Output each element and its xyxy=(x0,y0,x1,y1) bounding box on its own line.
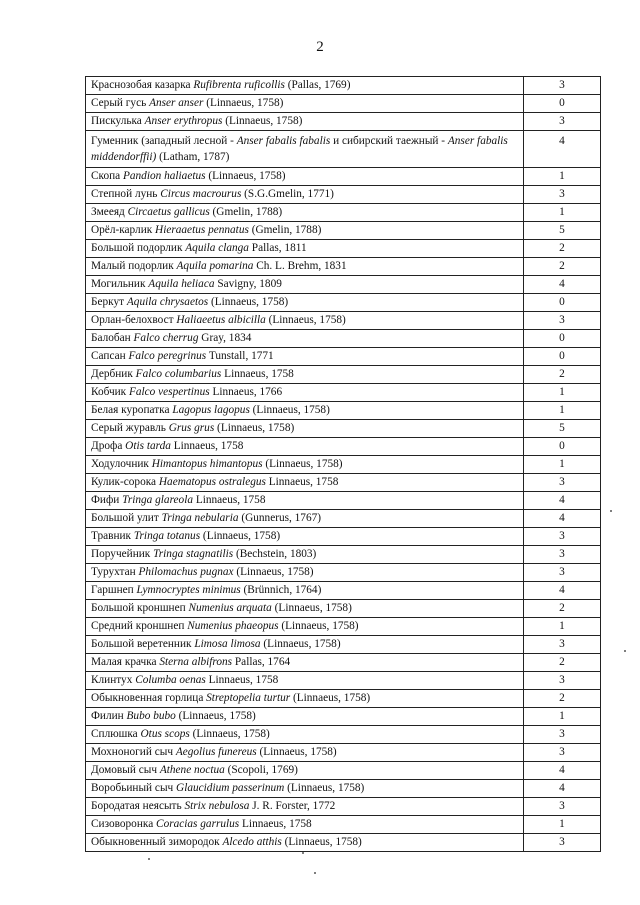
latin-name: Falco cherrug xyxy=(133,332,199,344)
count-cell: 4 xyxy=(524,582,601,600)
page-number: 2 xyxy=(316,39,324,55)
russian-name: Змееяд xyxy=(91,206,128,218)
count-cell: 1 xyxy=(524,168,601,186)
latin-name: Haliaeetus albicilla xyxy=(176,314,266,326)
species-name-cell xyxy=(86,384,524,402)
author-citation: (Linnaeus, 1758) xyxy=(249,404,330,416)
russian-name: Турухтан xyxy=(91,566,139,578)
count-cell: 3 xyxy=(524,312,601,330)
russian-name: Орёл-карлик xyxy=(91,224,156,236)
latin-name: Aquila clanga xyxy=(185,242,249,254)
table-row xyxy=(86,294,601,312)
author-citation: (Latham, 1787) xyxy=(156,151,230,163)
table-row xyxy=(86,113,601,131)
author-citation: (Linnaeus, 1758) xyxy=(205,170,286,182)
species-name-cell xyxy=(86,240,524,258)
count-cell: 4 xyxy=(524,276,601,294)
count-cell: 3 xyxy=(524,672,601,690)
count-cell: 4 xyxy=(524,510,601,528)
latin-name: Philomachus pugnax xyxy=(138,566,234,578)
author-citation: (Gmelin, 1788) xyxy=(248,224,322,236)
latin-name: Aquila pomarina xyxy=(176,260,254,272)
author-citation: (Linnaeus, 1758) xyxy=(214,422,295,434)
latin-name: Coracias garrulus xyxy=(156,818,240,830)
table-row xyxy=(86,672,601,690)
author-citation: (Scopoli, 1769) xyxy=(224,764,298,776)
table-row xyxy=(86,474,601,492)
count-cell: 4 xyxy=(524,780,601,798)
table-row xyxy=(86,330,601,348)
latin-name: Streptopelia turtur xyxy=(206,692,291,704)
russian-name: Ходулочник xyxy=(91,458,152,470)
russian-name: Поручейник xyxy=(91,548,154,560)
table-row xyxy=(86,546,601,564)
russian-name: Балобан xyxy=(91,332,134,344)
count-cell: 0 xyxy=(524,330,601,348)
author-citation: (Linnaeus, 1758) xyxy=(265,314,346,326)
count-cell: 1 xyxy=(524,456,601,474)
latin-name: Falco columbarius xyxy=(135,368,222,380)
count-cell: 3 xyxy=(524,798,601,816)
count-cell: 3 xyxy=(524,546,601,564)
count-cell: 2 xyxy=(524,654,601,672)
latin-name: Tringa stagnatilis xyxy=(153,548,234,560)
latin-name: Haematopus ostralegus xyxy=(158,476,266,488)
author-citation: (Linnaeus, 1758) xyxy=(260,638,341,650)
count-cell: 1 xyxy=(524,402,601,420)
author-citation: Linnaeus, 1758 xyxy=(239,818,312,830)
russian-name: Кобчик xyxy=(91,386,129,398)
russian-name: Пискулька xyxy=(91,115,145,127)
count-cell: 1 xyxy=(524,708,601,726)
table-row xyxy=(86,690,601,708)
count-cell: 2 xyxy=(524,600,601,618)
latin-name: Aegolius funereus xyxy=(175,746,257,758)
count-cell: 1 xyxy=(524,618,601,636)
table-row xyxy=(86,708,601,726)
count-cell: 5 xyxy=(524,222,601,240)
russian-name: Малая крачка xyxy=(91,656,160,668)
latin-name: Athene noctua xyxy=(159,764,225,776)
latin-name: Rufibrenta ruficollis xyxy=(193,79,285,91)
author-citation: (Linnaeus, 1758) xyxy=(271,602,352,614)
russian-name: Серый гусь xyxy=(91,97,150,109)
species-name-cell xyxy=(86,510,524,528)
latin-name: Circaetus gallicus xyxy=(127,206,210,218)
table-row xyxy=(86,186,601,204)
species-name-cell xyxy=(86,528,524,546)
species-name-cell xyxy=(86,113,524,131)
species-name-cell xyxy=(86,456,524,474)
table-row xyxy=(86,564,601,582)
table-row xyxy=(86,366,601,384)
russian-name-cont: и сибирский таежный - xyxy=(330,135,448,147)
latin-name: Columba oenas xyxy=(135,674,206,686)
latin-name: Tringa totanus xyxy=(133,530,201,542)
author-citation: Pallas, 1764 xyxy=(232,656,291,668)
species-name-cell xyxy=(86,708,524,726)
count-cell: 2 xyxy=(524,258,601,276)
latin-name-2: Anser fabalis middendorffii) xyxy=(91,135,508,163)
table-row xyxy=(86,258,601,276)
species-name-cell xyxy=(86,348,524,366)
russian-name: Гуменник (западный лесной - xyxy=(91,135,237,147)
russian-name: Филин xyxy=(91,710,127,722)
count-cell: 1 xyxy=(524,384,601,402)
species-table-body xyxy=(86,77,601,852)
count-cell: 0 xyxy=(524,95,601,113)
author-citation: Savigny, 1809 xyxy=(214,278,282,290)
russian-name: Гаршнеп xyxy=(91,584,137,596)
russian-name: Кулик-сорока xyxy=(91,476,159,488)
russian-name: Обыкновенный зимородок xyxy=(91,836,223,848)
table-row xyxy=(86,240,601,258)
russian-name: Большой подорлик xyxy=(91,242,186,254)
author-citation: J. R. Forster, 1772 xyxy=(249,800,336,812)
latin-name: Otis tarda xyxy=(125,440,171,452)
table-row xyxy=(86,582,601,600)
species-name-cell xyxy=(86,546,524,564)
author-citation: (Linnaeus, 1758) xyxy=(262,458,343,470)
russian-name: Беркут xyxy=(91,296,127,308)
russian-name: Большой кроншнеп xyxy=(91,602,189,614)
species-name-cell xyxy=(86,131,524,168)
table-row xyxy=(86,726,601,744)
author-citation: Linnaeus, 1766 xyxy=(209,386,283,398)
table-row xyxy=(86,762,601,780)
species-name-cell xyxy=(86,474,524,492)
table-row xyxy=(86,402,601,420)
latin-name: Anser anser xyxy=(149,97,204,109)
latin-name: Lymnocryptes minimus xyxy=(136,584,241,596)
species-name-cell xyxy=(86,690,524,708)
count-cell: 2 xyxy=(524,690,601,708)
species-name-cell xyxy=(86,420,524,438)
table-row xyxy=(86,438,601,456)
russian-name: Малый подорлик xyxy=(91,260,177,272)
table-row xyxy=(86,276,601,294)
scan-speck xyxy=(302,852,304,854)
species-name-cell xyxy=(86,438,524,456)
scan-speck xyxy=(610,510,612,512)
scan-speck xyxy=(314,872,316,874)
russian-name: Могильник xyxy=(91,278,149,290)
table-row xyxy=(86,77,601,95)
table-row xyxy=(86,348,601,366)
russian-name: Клинтух xyxy=(91,674,136,686)
table-row xyxy=(86,744,601,762)
count-cell: 1 xyxy=(524,204,601,222)
latin-name: Circus macrourus xyxy=(160,188,242,200)
count-cell: 3 xyxy=(524,636,601,654)
russian-name: Сизоворонка xyxy=(91,818,157,830)
latin-name: Sterna albifrons xyxy=(159,656,233,668)
russian-name: Обыкновенная горлица xyxy=(91,692,207,704)
species-name-cell xyxy=(86,726,524,744)
species-name-cell xyxy=(86,186,524,204)
russian-name: Домовый сыч xyxy=(91,764,160,776)
species-name-cell xyxy=(86,672,524,690)
author-citation: (Linnaeus, 1758) xyxy=(208,296,289,308)
count-cell: 3 xyxy=(524,77,601,95)
russian-name: Орлан-белохвост xyxy=(91,314,177,326)
author-citation: (Pallas, 1769) xyxy=(284,79,351,91)
table-row xyxy=(86,168,601,186)
count-cell: 3 xyxy=(524,834,601,852)
table-row xyxy=(86,204,601,222)
russian-name: Краснозобая казарка xyxy=(91,79,194,91)
author-citation: Linnaeus, 1758 xyxy=(205,674,279,686)
russian-name: Сплюшка xyxy=(91,728,141,740)
count-cell: 2 xyxy=(524,240,601,258)
species-name-cell xyxy=(86,564,524,582)
latin-name: Numenius arquata xyxy=(188,602,272,614)
author-citation: (Linnaeus, 1758) xyxy=(281,836,362,848)
latin-name: Falco vespertinus xyxy=(128,386,210,398)
author-citation: (Linnaeus, 1758) xyxy=(278,620,359,632)
table-row xyxy=(86,618,601,636)
count-cell: 0 xyxy=(524,294,601,312)
count-cell: 3 xyxy=(524,564,601,582)
count-cell: 3 xyxy=(524,186,601,204)
species-name-cell xyxy=(86,582,524,600)
russian-name: Сапсан xyxy=(91,350,129,362)
species-name-cell xyxy=(86,330,524,348)
author-citation: Gray, 1834 xyxy=(198,332,252,344)
species-name-cell xyxy=(86,780,524,798)
latin-name: Tringa nebularia xyxy=(161,512,239,524)
latin-name: Glaucidium passerinum xyxy=(176,782,285,794)
count-cell: 3 xyxy=(524,474,601,492)
author-citation: Pallas, 1811 xyxy=(248,242,307,254)
table-row xyxy=(86,528,601,546)
count-cell: 4 xyxy=(524,762,601,780)
table-row xyxy=(86,312,601,330)
author-citation: Linnaeus, 1758 xyxy=(265,476,339,488)
latin-name: Numenius phaeopus xyxy=(187,620,279,632)
species-name-cell xyxy=(86,276,524,294)
author-citation: (Linnaeus, 1758) xyxy=(175,710,256,722)
latin-name: Limosa limosa xyxy=(194,638,261,650)
author-citation: (Linnaeus, 1758) xyxy=(290,692,371,704)
latin-name: Lagopus lagopus xyxy=(172,404,250,416)
species-name-cell xyxy=(86,258,524,276)
count-cell: 2 xyxy=(524,366,601,384)
latin-name: Tringa glareola xyxy=(122,494,193,506)
table-row xyxy=(86,420,601,438)
count-cell: 4 xyxy=(524,492,601,510)
latin-name: Otus scops xyxy=(140,728,190,740)
table-row xyxy=(86,780,601,798)
author-citation: Linnaeus, 1758 xyxy=(170,440,244,452)
species-name-cell xyxy=(86,77,524,95)
table-row xyxy=(86,95,601,113)
species-name-cell xyxy=(86,366,524,384)
author-citation: Tunstall, 1771 xyxy=(206,350,274,362)
russian-name: Мохноногий сыч xyxy=(91,746,176,758)
count-cell: 0 xyxy=(524,438,601,456)
author-citation: (S.G.Gmelin, 1771) xyxy=(241,188,334,200)
russian-name: Дербник xyxy=(91,368,136,380)
author-citation: (Gmelin, 1788) xyxy=(209,206,283,218)
author-citation: (Bechstein, 1803) xyxy=(233,548,317,560)
author-citation: (Brünnich, 1764) xyxy=(240,584,322,596)
russian-name: Средний кроншнеп xyxy=(91,620,188,632)
scan-speck xyxy=(148,858,150,860)
species-name-cell xyxy=(86,762,524,780)
count-cell: 5 xyxy=(524,420,601,438)
species-name-cell xyxy=(86,204,524,222)
species-name-cell xyxy=(86,402,524,420)
table-row xyxy=(86,222,601,240)
author-citation: (Linnaeus, 1758) xyxy=(200,530,281,542)
russian-name: Большой веретенник xyxy=(91,638,195,650)
species-name-cell xyxy=(86,492,524,510)
species-name-cell xyxy=(86,834,524,852)
latin-name: Hieraaetus pennatus xyxy=(155,224,249,236)
count-cell: 3 xyxy=(524,726,601,744)
latin-name: Anser fabalis fabalis xyxy=(236,135,331,147)
species-name-cell xyxy=(86,816,524,834)
russian-name: Бородатая неясыть xyxy=(91,800,185,812)
author-citation: (Linnaeus, 1758) xyxy=(233,566,314,578)
species-name-cell xyxy=(86,618,524,636)
count-cell: 3 xyxy=(524,528,601,546)
russian-name: Воробьиный сыч xyxy=(91,782,177,794)
table-row xyxy=(86,636,601,654)
table-row xyxy=(86,798,601,816)
table-row xyxy=(86,600,601,618)
author-citation: Linnaeus, 1758 xyxy=(221,368,294,380)
latin-name: Falco peregrinus xyxy=(128,350,207,362)
species-name-cell xyxy=(86,600,524,618)
latin-name: Alcedo atthis xyxy=(222,836,282,848)
species-name-cell xyxy=(86,654,524,672)
species-name-cell xyxy=(86,168,524,186)
latin-name: Strix nebulosa xyxy=(184,800,250,812)
russian-name: Травник xyxy=(91,530,134,542)
species-name-cell xyxy=(86,744,524,762)
table-row xyxy=(86,384,601,402)
table-row xyxy=(86,492,601,510)
species-name-cell xyxy=(86,294,524,312)
table-row xyxy=(86,816,601,834)
latin-name: Grus grus xyxy=(168,422,215,434)
table-row xyxy=(86,654,601,672)
count-cell: 1 xyxy=(524,816,601,834)
scan-speck xyxy=(624,650,626,652)
author-citation: (Linnaeus, 1758) xyxy=(203,97,284,109)
latin-name: Anser erythropus xyxy=(144,115,223,127)
russian-name: Серый журавль xyxy=(91,422,169,434)
russian-name: Степной лунь xyxy=(91,188,161,200)
count-cell: 4 xyxy=(524,131,601,168)
latin-name: Pandion haliaetus xyxy=(122,170,206,182)
author-citation: Linnaeus, 1758 xyxy=(193,494,266,506)
table-row xyxy=(86,131,601,168)
latin-name: Aquila chrysaetos xyxy=(126,296,209,308)
count-cell: 3 xyxy=(524,113,601,131)
species-name-cell xyxy=(86,798,524,816)
latin-name: Aquila heliaca xyxy=(148,278,215,290)
latin-name: Himantopus himantopus xyxy=(151,458,263,470)
author-citation: (Linnaeus, 1758) xyxy=(256,746,337,758)
table-row xyxy=(86,510,601,528)
species-name-cell xyxy=(86,95,524,113)
count-cell: 3 xyxy=(524,744,601,762)
author-citation: (Linnaeus, 1758) xyxy=(189,728,270,740)
table-row xyxy=(86,834,601,852)
species-name-cell xyxy=(86,222,524,240)
species-name-cell xyxy=(86,636,524,654)
russian-name: Большой улит xyxy=(91,512,162,524)
species-table xyxy=(85,76,601,852)
author-citation: (Gunnerus, 1767) xyxy=(238,512,322,524)
author-citation: Ch. L. Brehm, 1831 xyxy=(253,260,347,272)
latin-name: Bubo bubo xyxy=(126,710,176,722)
russian-name: Белая куропатка xyxy=(91,404,173,416)
table-row xyxy=(86,456,601,474)
species-name-cell xyxy=(86,312,524,330)
author-citation: (Linnaeus, 1758) xyxy=(222,115,303,127)
russian-name: Дрофа xyxy=(91,440,126,452)
russian-name: Скопа xyxy=(91,170,123,182)
author-citation: (Linnaeus, 1758) xyxy=(284,782,365,794)
count-cell: 0 xyxy=(524,348,601,366)
russian-name: Фифи xyxy=(91,494,123,506)
